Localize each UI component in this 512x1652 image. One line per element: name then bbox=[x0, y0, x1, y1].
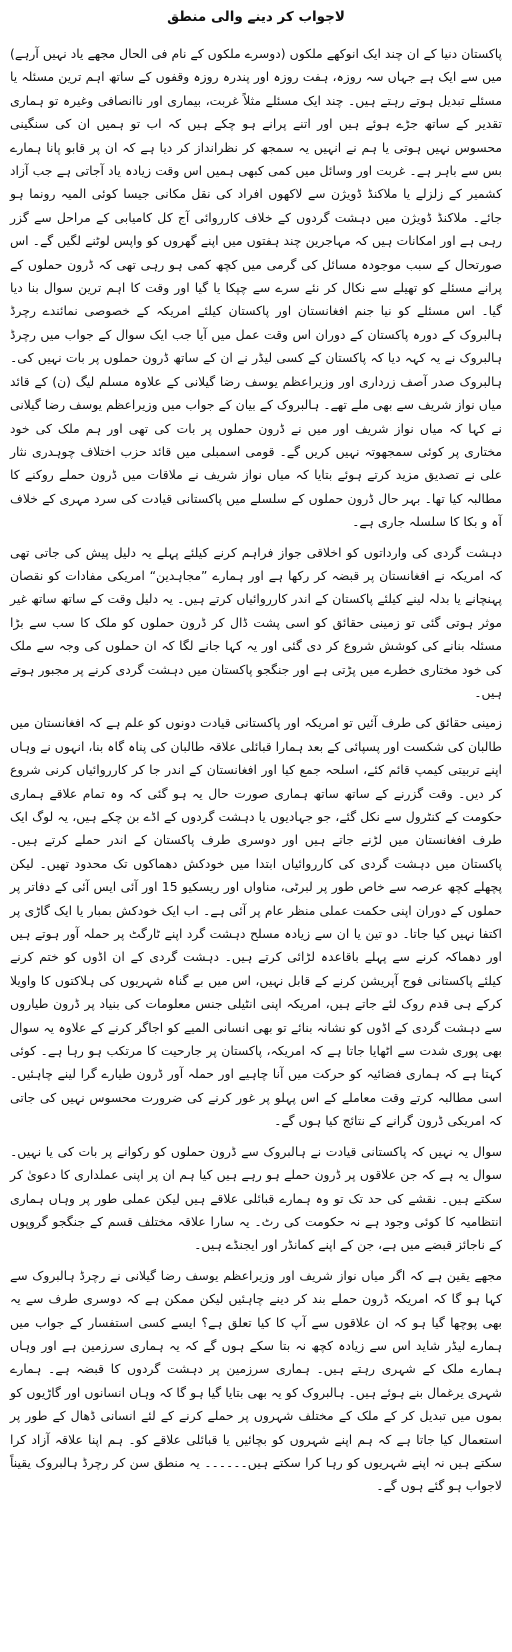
article-body bbox=[10, 42, 502, 1498]
article-paragraph: دہشت گردی کی وارداتوں کو اخلاقی جواز فراہم کرنے کیلئے پہلے یہ دلیل پیش کی جاتی تھی کہ امریکہ نے افغانستان پر قبضہ کر رکھا ہے اور ہمارے ”مجاہدین“ امریکی مفادات کو نقصان پہنچانے یا بدلہ لینے کیلئے پاکستان کے اندر کارروائیاں کرتے ہیں۔ یہ دلیل وقت کے ساتھ ساتھ غیر موثر ہوتی گئی تو زمینی حقائق کو اسی پشت ڈال کر ڈرون حملوں کو ملک کا سب سے بڑا مسئلہ بنانے کی کوشش شروع کر دی گئی اور یہ کہا جانے لگا کہ ان حملوں کی وجہ سے ملک کی خود مختاری خطرے میں پڑتی ہے اور جنگجو پاکستان میں دہشت گردی کرنے پر مجبور ہوتے ہیں۔ bbox=[10, 544, 502, 700]
article-paragraph: مجھے یقین ہے کہ اگر میاں نواز شریف اور وزیراعظم یوسف رضا گیلانی نے رچرڈ ہالبروک سے کہا ہو گا کہ امریکہ ڈرون حملے بند کر دینے چاہئیں لیکن ممکن ہے کہ دوسری طرف سے یہ بھی پوچھا گیا ہو کہ ان علاقوں سے آپ کا کیا تعلق ہے؟ ایسے کسی استفسار کے جواب میں ہمارے لیڈر شاید اس سے زیادہ کچھ نہ بتا سکے ہوں گے کہ یہ ہماری سرزمین ہے اور وہاں ہمارے ملک کے شہری رہتے ہیں۔ ہماری سرزمین پر دہشت گردوں کا قبضہ ہے۔ ہمارے شہری یرغمال بنے ہوئے ہیں۔ ہالبروک کو یہ بھی بتایا گیا ہو گا کہ وہاں انسانوں اور گاڑیوں کو بموں میں تبدیل کر کے ملک کے مختلف شہروں پر حملے کرنے کے لئے انسانی ڈھال کے طور پر استعمال کیا جاتا ہے کہ ہم اپنے شہروں کو بچائیں یا قبائلی علاقے کو۔ ہم اپنا علاقہ آزاد کرا سکتے ہیں نہ اپنے شہریوں کو رہا کرا سکتے ہیں۔۔۔۔۔۔ یہ منطق سن کر رچرڈ ہالبروک یقیناً لاجواب ہو گئے ہوں گے۔ bbox=[10, 1267, 502, 1494]
article-title: لاجواب کر دینے والی منطق bbox=[167, 9, 345, 25]
article-paragraph: پاکستان دنیا کے ان چند ایک انوکھے ملکوں (دوسرے ملکوں کے نام فی الحال مجھے یاد نہیں آرہے) میں سے ایک ہے جہاں سہ روزہ، ہفت روزہ اور پندرہ روزہ وقفوں کے ساتھ اہم ترین مسئلہ یا مسئلے تبدیل ہوتے رہتے ہیں۔ چند ایک مسئلے مثلاً غربت، بیماری اور ناانصافی وغیرہ تو ہماری تقدیر کے ساتھ جڑے ہوئے ہیں اور اتنے پرانے ہو چکے ہیں کہ اب تو ہمیں ان کی سنگینی محسوس نہیں ہوتی یا ہم نے انہیں یہ سمجھ کر نظرانداز کر دیا ہے کہ ان پر قابو پانا ہمارے بس سے باہر ہے۔ غربت اور وسائل میں کمی کبھی ہمیں اس وقت زیادہ یاد آجاتی ہے جب آزاد کشمیر کے زلزلے یا ملاکنڈ ڈویژن سے لاکھوں افراد کی نقل مکانی جیسا کوئی المیہ رونما ہو جائے۔ ملاکنڈ ڈویژن میں دہشت گردوں کے خلاف کارروائی آج کل کامیابی کے مراحل سے گزر رہی ہے اور امکانات ہیں کہ مہاجرین چند ہفتوں میں اپنے گھروں کو واپس لوٹنے لگیں گے۔ اس صورتحال کے سبب موجودہ مسائل کی گرمی میں کچھ کمی ہو رہی تھی کہ ڈرون حملوں کے پرانے مسئلے کو تھیلے سے نکال کر نئے سرے سے چپکا یا گیا اور وقت کا اہم ترین سوال بنا دیا گیا۔ اس مسئلے کو نیا جنم افغانستان اور پاکستان کیلئے امریکہ کے خصوصی نمائندے رچرڈ ہالبروک کے دورہ پاکستان کے دوران اس وقت عمل میں آیا جب ایک سوال کے جواب میں رچرڈ ہالبروک نے یہ کہہ دیا کہ پاکستان کے کسی لیڈر نے ان کے ساتھ ڈرون حملوں پر بات نہیں کی۔ ہالبروک صدر آصف زرداری اور وزیراعظم یوسف رضا گیلانی کے علاوہ مسلم لیگ (ن) کے قائد میاں نواز شریف سے بھی ملے تھے۔ ہالبروک کے بیان کے جواب میں وزیراعظم یوسف رضا گیلانی نے کہا کہ میاں نواز شریف اور میں نے ڈرون حملوں پر بات کی تھی اور ہم ملک کی خود مختاری پر کوئی سمجھوتہ نہیں کریں گے۔ قومی اسمبلی میں قائد حزب اختلاف چوہدری نثار علی نے تصدیق مزید کرتے ہوئے بتایا کہ میاں نواز شریف نے ملاقات میں ڈرون حملے روکنے کا مطالبہ کیا تھا۔ بہر حال ڈرون حملوں کے سلسلے میں پاکستانی قیادت کی سرد مہری کے خلاف آہ و بکا کا سلسلہ جاری ہے۔ bbox=[10, 46, 502, 530]
article-paragraph: زمینی حقائق کی طرف آئیں تو امریکہ اور پاکستانی قیادت دونوں کو علم ہے کہ افغانستان میں طالبان کی شکست اور پسپائی کے بعد ہمارا قبائلی علاقہ طالبان کی پناہ گاہ بنا، انہوں نے وہاں اپنے تربیتی کیمپ قائم کئے، اسلحہ جمع کیا اور افغانستان کے اندر جا کر کارروائیاں کرنی شروع کر دیں۔ وقت گزرنے کے ساتھ ساتھ ہماری صورت حال یہ ہو گئی کہ وہ تمام علاقے ہماری حکومت کے کنٹرول سے نکل گئے، جو جہادیوں یا دہشت گردوں کے اڈے بن چکے ہیں، یہ لوگ ایک طرف افغانستان میں لڑنے جاتے ہیں اور دوسری طرف پاکستان کے اندر حملے کرتے ہیں۔ پاکستان میں دہشت گردی کی کارروائیاں ابتدا میں خودکش دھماکوں تک محدود تھیں۔ لیکن پچھلے کچھ عرصہ سے خاص طور پر لبرٹی، مناواں اور ریسکیو 15 اور آئی ایس آئی کے دفاتر پر حملوں کے دوران اپنی حکمت عملی منظر عام پر آئی ہے۔ اب ایک خودکش بمبار یا ایک گاڑی پر اکتفا نہیں کیا جاتا۔ دو تین یا ان سے زیادہ مسلح دہشت گرد اپنے ٹارگٹ پر حملہ آور ہوتے ہیں اور دھماکہ کرنے سے پہلے باقاعدہ لڑائی کرتے ہیں۔ دہشت گردی کے ان اڈوں کو ختم کرنے کیلئے پاکستانی فوج آپریشن کرنے کے قابل نہیں، اس میں بے گناہ شہریوں کی ہلاکتوں کا واویلا کرکے ہی قدم روک لئے جاتے ہیں، امریکہ اپنی انٹیلی جنس معلومات کی بنیاد پر ڈرون طیاروں سے دہشت گردی کے اڈوں کو نشانہ بنائے تو بھی انسانی المیے کو اجاگر کرنے کے علاوہ یہ سوال بھی پوری شدت سے اٹھایا جاتا ہے کہ امریکہ، پاکستان پر جارحیت کا مرتکب ہو رہا ہے۔ کوئی کہتا ہے کہ ہماری فضائیہ کو حرکت میں آنا چاہیے اور حملہ آور ڈرون طیارے گرا لینے چاہئیں۔ اسی مطالبہ کرتے وقت معاملے کے اس پہلو پر غور کرنے کی ضرورت محسوس نہیں کی جاتی کہ امریکی ڈرون گرانے کے نتائج کیا ہوں گے۔ bbox=[10, 715, 502, 1129]
article-paragraph: سوال یہ نہیں کہ پاکستانی قیادت نے ہالبروک سے ڈرون حملوں کو رکوانے پر بات کی یا نہیں۔ سوال یہ ہے کہ جن علاقوں پر ڈرون حملے ہو رہے ہیں کیا ہم ان پر اپنی عملداری کا دعویٰ کر سکتے ہیں۔ نقشے کی حد تک تو وہ ہمارے قبائلی علاقے ہیں لیکن عملی طور پر وہاں ہماری انتظامیہ کا کوئی وجود ہے نہ حکومت کی رٹ۔ یہ سارا علاقہ مختلف قسم کے جنگجو گروپوں کے ناجائز قبضے میں ہے، جن کے اپنے کمانڈر اور ایجنڈے ہیں۔ bbox=[10, 1143, 502, 1253]
